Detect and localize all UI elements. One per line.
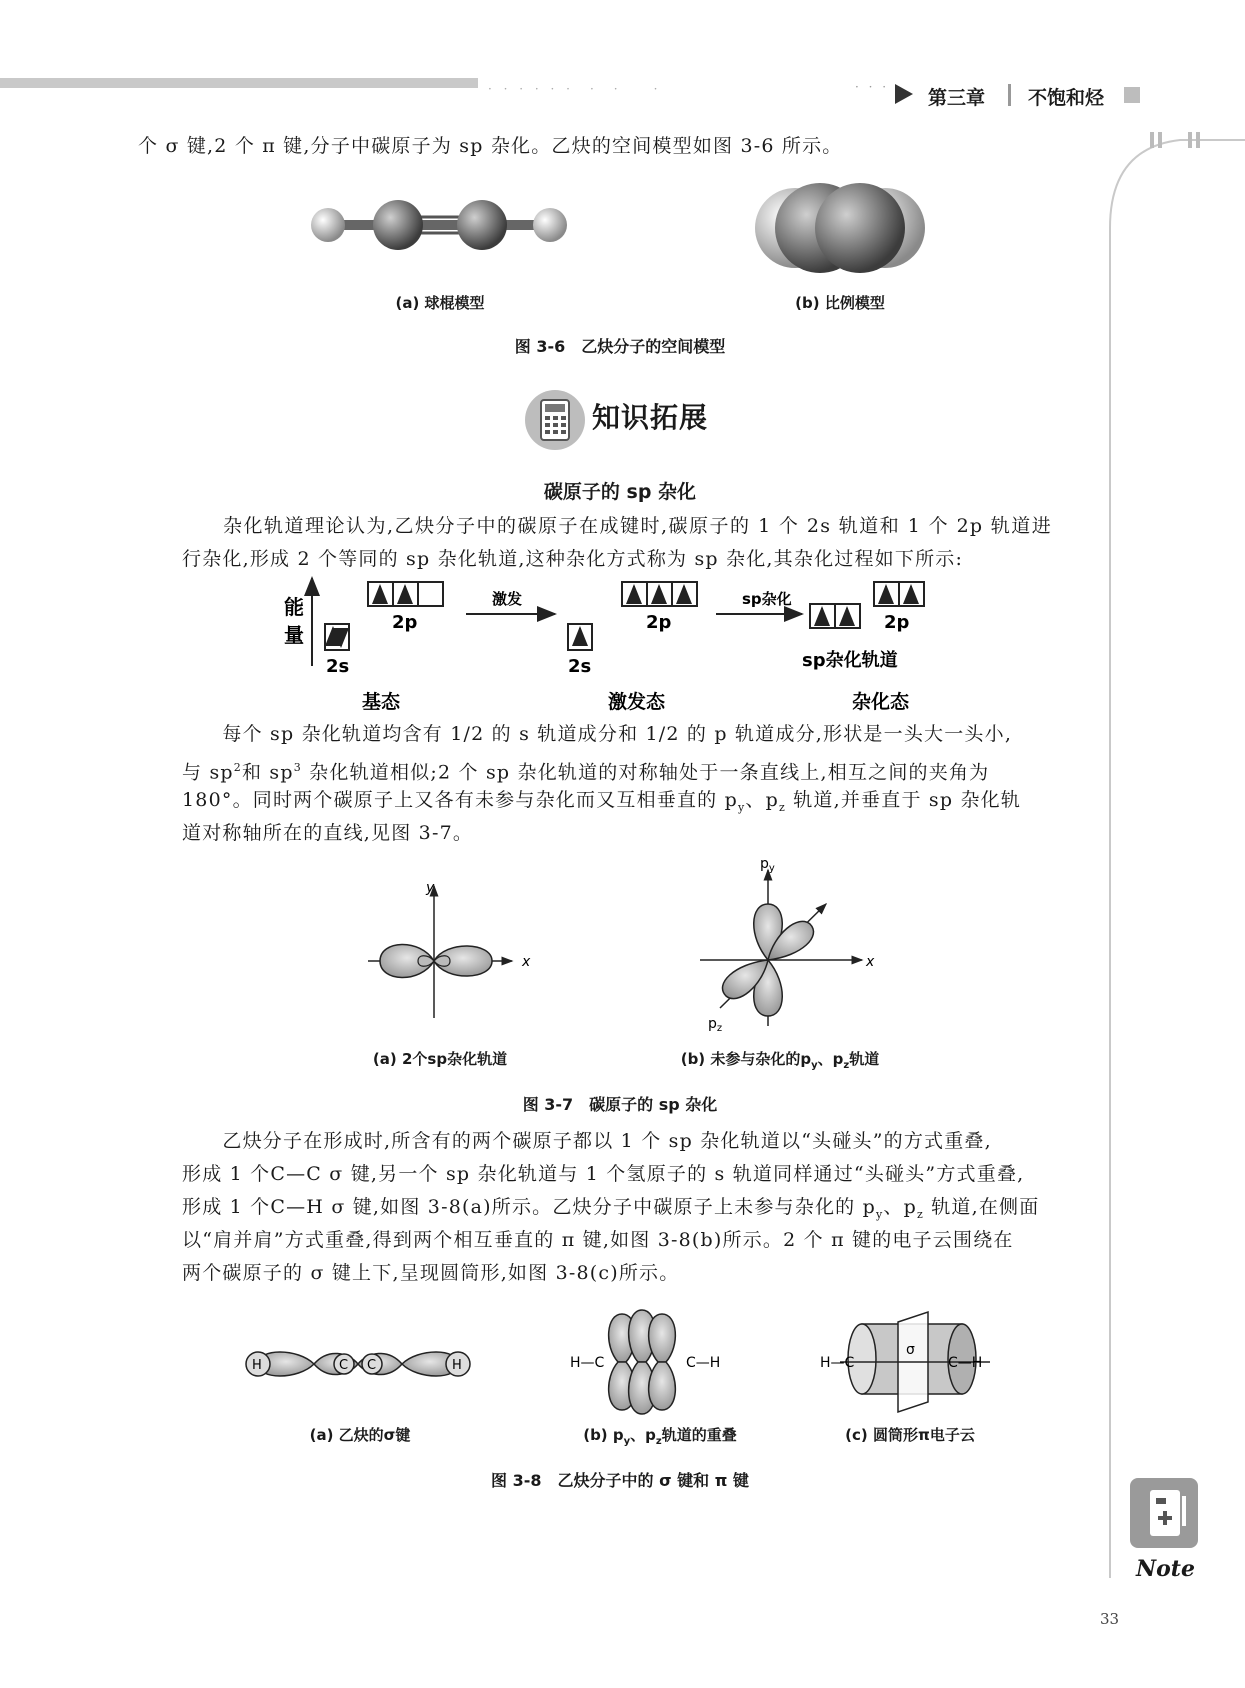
svg-text:2s: 2s [326,656,350,677]
p-orbitals-diagram [690,856,880,1036]
svg-text:H—C: H—C [820,1355,855,1371]
header-bar [0,78,478,88]
fig36-caption: 图 3-6 乙炔分子的空间模型 [514,337,726,356]
svg-text:2p: 2p [392,612,418,633]
para3-line5: 两个碳原子的 σ 键上下,呈现圆筒形,如图 3-8(c)所示。 [182,1262,680,1284]
sigma-bond-diagram [238,1334,478,1394]
para3-line1: 乙炔分子在形成时,所含有的两个碳原子都以 1 个 sp 杂化轨道以“头碰头”的方式重叠, [182,1130,992,1152]
header-separator [1008,84,1011,106]
para2-line3: 180°。同时两个碳原子上又各有未参与杂化而又互相垂直的 $p_y$、$p_z$ 轨道,并垂直于 sp 杂化轨 [182,789,1022,814]
svg-text:2p: 2p [884,612,910,633]
knowledge-banner: 知识拓展 [592,401,709,434]
intro-line: 个 σ 键,2 个 π 键,分子中碳原子为 sp 杂化。乙炔的空间模型如图 3-6 所示。 [138,135,843,157]
fig37-caption: 图 3-7 碳原子的 sp 杂化 [522,1095,718,1114]
fig38-caption: 图 3-8 乙炔分子中的 σ 键和 π 键 [491,1471,749,1490]
fig36-sub-b: (b) 比例模型 [795,294,885,312]
header-square-icon [1124,87,1140,103]
state-excited: 激发态 [608,691,666,713]
space-filling-model [750,178,930,278]
section-title: 碳原子的 sp 杂化 [543,481,697,503]
state-ground: 基态 [362,691,401,713]
svg-text:C—H: C—H [948,1355,983,1371]
fig38-sub-c: (c) 圆筒形π电子云 [845,1426,975,1444]
svg-text:py: $p_y$ [760,856,775,874]
excited-2s-box [568,624,592,650]
header-arrow-icon [895,84,913,104]
sp-orbital-label: sp杂化轨道 [802,650,898,671]
svg-text:2s: 2s [568,656,592,677]
ground-2p-boxes [368,582,443,606]
margin-frame [1100,128,1245,1588]
ground-2s-box [325,624,349,650]
svg-text:x: x [866,954,875,970]
fig36-sub-a: (a) 球棍模型 [395,294,485,312]
note-icon [1128,1476,1204,1560]
svg-text:y: y [426,880,435,896]
svg-text:x: x [522,954,531,970]
chapter-label: 第三章 [928,87,986,109]
svg-text:C: C [367,1358,377,1373]
pi-cloud-diagram [820,1304,1010,1414]
svg-text:H—C: H—C [570,1355,605,1371]
hybridization-diagram [270,574,970,714]
svg-text:H: H [252,1358,262,1373]
hybrid-2p-boxes [874,582,924,606]
fig37-sub-a: (a) 2个sp杂化轨道 [372,1050,508,1068]
excited-2p-boxes [622,582,697,606]
para1: 杂化轨道理论认为,乙炔分子中的碳原子在成键时,碳原子的 1 个 2s 轨道和 1 个 2p 轨道进行杂化,形成 2 个等同的 sp 杂化轨道,这种杂化方式称为 sp 杂化,其杂化过程如下所示: [182,515,1052,570]
ball-stick-model [300,190,580,260]
note-label: Note [1136,1556,1195,1582]
energy-label-2: 量 [284,623,304,647]
para2-line4: 道对称轴所在的直线,见图 3-7。 [182,822,474,844]
svg-text:H: H [452,1358,462,1373]
svg-text:2p: 2p [646,612,672,633]
energy-label-1: 能 [284,595,304,619]
sp-orbitals-diagram [360,878,540,1028]
header-dots-right: · · · [855,80,890,94]
svg-text:C: C [339,1358,349,1373]
svg-text:pz: $p_z$ [708,1016,723,1034]
pi-overlap-diagram [570,1306,740,1416]
para2-line1: 每个 sp 杂化轨道均含有 1/2 的 s 轨道成分和 1/2 的 p 轨道成分,形状是一头大一头小, [182,723,1013,745]
para3-line3: 形成 1 个C—H σ 键,如图 3-8(a)所示。乙炔分子中碳原子上未参与杂化的 $p_y$、$p_z$ 轨道,在侧面 [182,1196,1040,1221]
para3-line4: 以“肩并肩”方式重叠,得到两个相互垂直的 π 键,如图 3-8(b)所示。2 个 π 键的电子云围绕在 [182,1229,1014,1251]
header-dots: · · · · · · · · · [488,82,662,96]
fig38-sub-b: (b) $p_y$、$p_z$轨道的重叠 [583,1426,737,1447]
sp-hybrid-boxes [810,604,860,628]
svg-text:C—H: C—H [686,1355,721,1371]
para2-line2: 与 $sp^2$和 $sp^3$ 杂化轨道相似;2 个 sp 杂化轨道的对称轴处于一条直线上,相互之间的夹角为 [182,761,990,784]
page-number: 33 [1100,1610,1120,1628]
state-hybrid: 杂化态 [852,691,910,713]
chapter-title: 不饱和烃 [1028,87,1105,109]
calculator-icon [523,388,587,452]
para3-line2: 形成 1 个C—C σ 键,另一个 sp 杂化轨道与 1 个氢原子的 s 轨道同样通过“头碰头”方式重叠, [182,1163,1025,1185]
excite-arrow-label: 激发 [492,590,523,608]
fig37-sub-b: (b) 未参与杂化的$p_y$、$p_z$轨道 [680,1050,880,1071]
sp-hybrid-arrow-label: sp杂化 [742,590,792,608]
svg-text:σ: σ [906,1342,915,1358]
fig38-sub-a: (a) 乙炔的σ键 [309,1426,411,1444]
